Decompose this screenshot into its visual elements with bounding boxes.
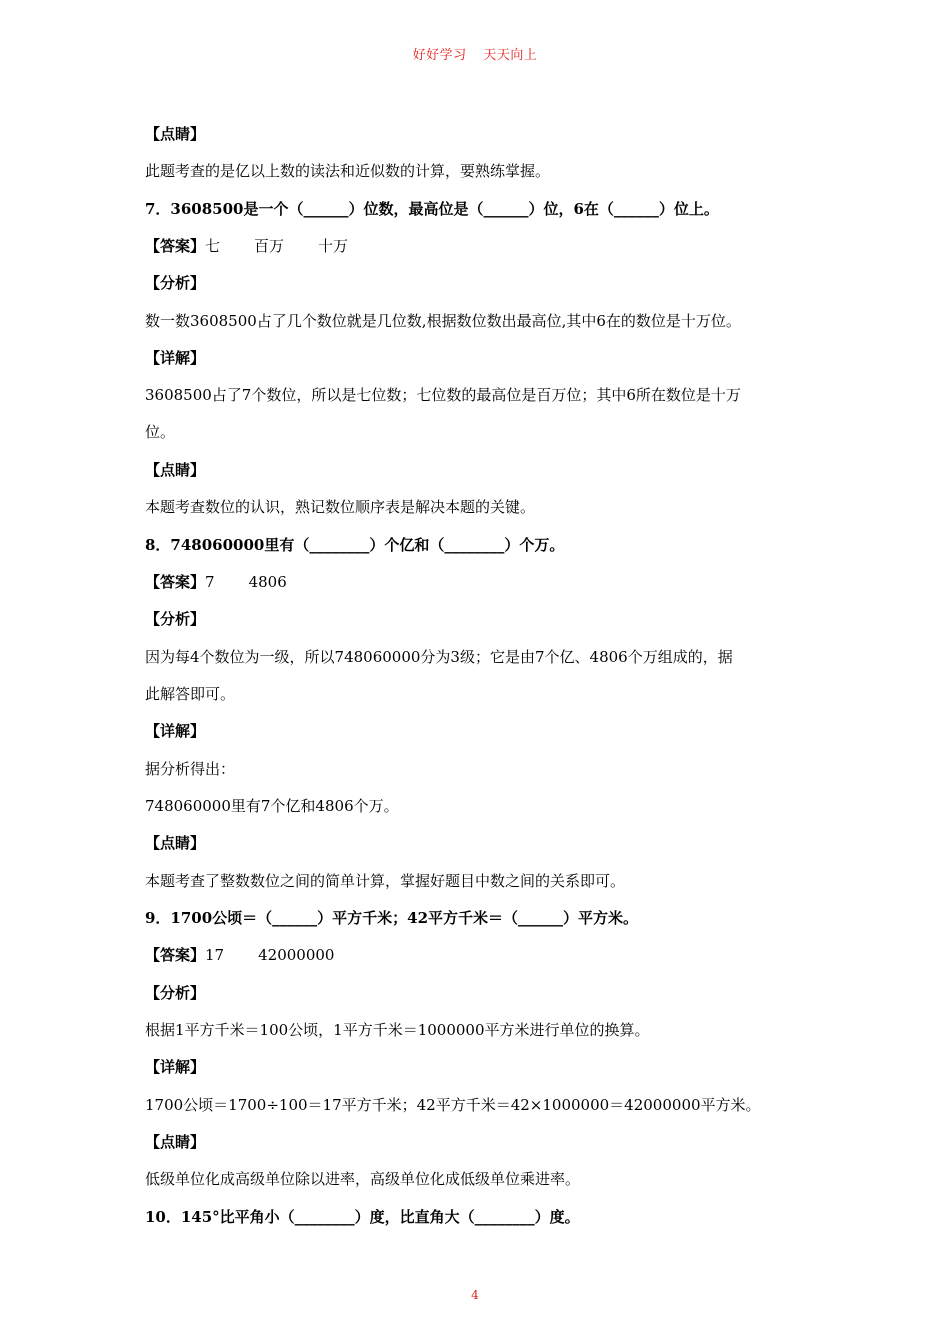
paragraph: 1700公顷＝1700÷100＝17平方千米；42平方千米＝42×1000000＝42000000平方米。 [145,1096,761,1114]
answer-8 [145,572,825,592]
answer-label: 【答案】 [145,573,206,591]
answer-label: 【答案】 [145,946,206,964]
paragraph: 本题考查了整数数位之间的简单计算，掌握好题目中数之间的关系即可。 [145,872,626,890]
paragraph: 根据1平方千米＝100公顷，1平方千米＝1000000平方米进行单位的换算。 [145,1021,650,1039]
answer-value: 百万 [254,237,285,255]
section-label-xiangjie: 【详解】 [145,349,206,367]
header-motto-right: 天天向上 [483,48,538,63]
answer-value: 42000000 [258,946,335,964]
question-10: 10．145°比平角小（________）度，比直角大（________）度。 [145,1208,580,1226]
paragraph: 位。 [145,423,176,441]
section-label-dianjing: 【点睛】 [145,1133,206,1151]
page-header [0,44,950,63]
answer-7 [145,236,825,256]
answer-value: 17 [205,946,225,964]
question-9: 9．1700公顷＝（______）平方千米；42平方千米＝（______）平方米。 [145,909,639,927]
section-label-fenxi: 【分析】 [145,610,206,628]
paragraph: 数一数3608500占了几个数位就是几位数,根据数位数出最高位,其中6在的数位是十万位。 [145,312,741,330]
answer-9 [145,945,825,965]
section-label-xiangjie: 【详解】 [145,1058,206,1076]
section-label-dianjing: 【点睛】 [145,461,206,479]
section-label-xiangjie: 【详解】 [145,722,206,740]
paragraph: 据分析得出： [145,760,236,778]
paragraph: 因为每4个数位为一级，所以748060000分为3级；它是由7个亿、4806个万组成的，据 [145,648,733,666]
question-8: 8．748060000里有（________）个亿和（________）个万。 [145,536,565,554]
page-number: 4 [471,1288,479,1302]
paragraph: 此解答即可。 [145,685,236,703]
answer-value: 十万 [318,237,349,255]
paragraph: 此题考查的是亿以上数的读法和近似数的计算，要熟练掌握。 [145,162,551,180]
section-label-fenxi: 【分析】 [145,274,206,292]
answer-value: 七 [205,237,221,255]
answer-value: 4806 [248,573,287,591]
question-7: 7．3608500是一个（______）位数，最高位是（______）位，6在（______）位上。 [145,200,719,218]
paragraph: 748060000里有7个亿和4806个万。 [145,797,399,815]
header-motto-left: 好好学习 [412,48,467,63]
answer-label: 【答案】 [145,237,206,255]
section-label-fenxi: 【分析】 [145,984,206,1002]
paragraph: 低级单位化成高级单位除以进率，高级单位化成低级单位乘进率。 [145,1170,581,1188]
paragraph: 本题考查数位的认识，熟记数位顺序表是解决本题的关键。 [145,498,536,516]
paragraph: 3608500占了7个数位，所以是七位数；七位数的最高位是百万位；其中6所在数位是十万 [145,386,741,404]
section-label-dianjing: 【点睛】 [145,834,206,852]
answer-value: 7 [205,573,215,591]
section-label-dianjing: 【点睛】 [145,125,206,143]
